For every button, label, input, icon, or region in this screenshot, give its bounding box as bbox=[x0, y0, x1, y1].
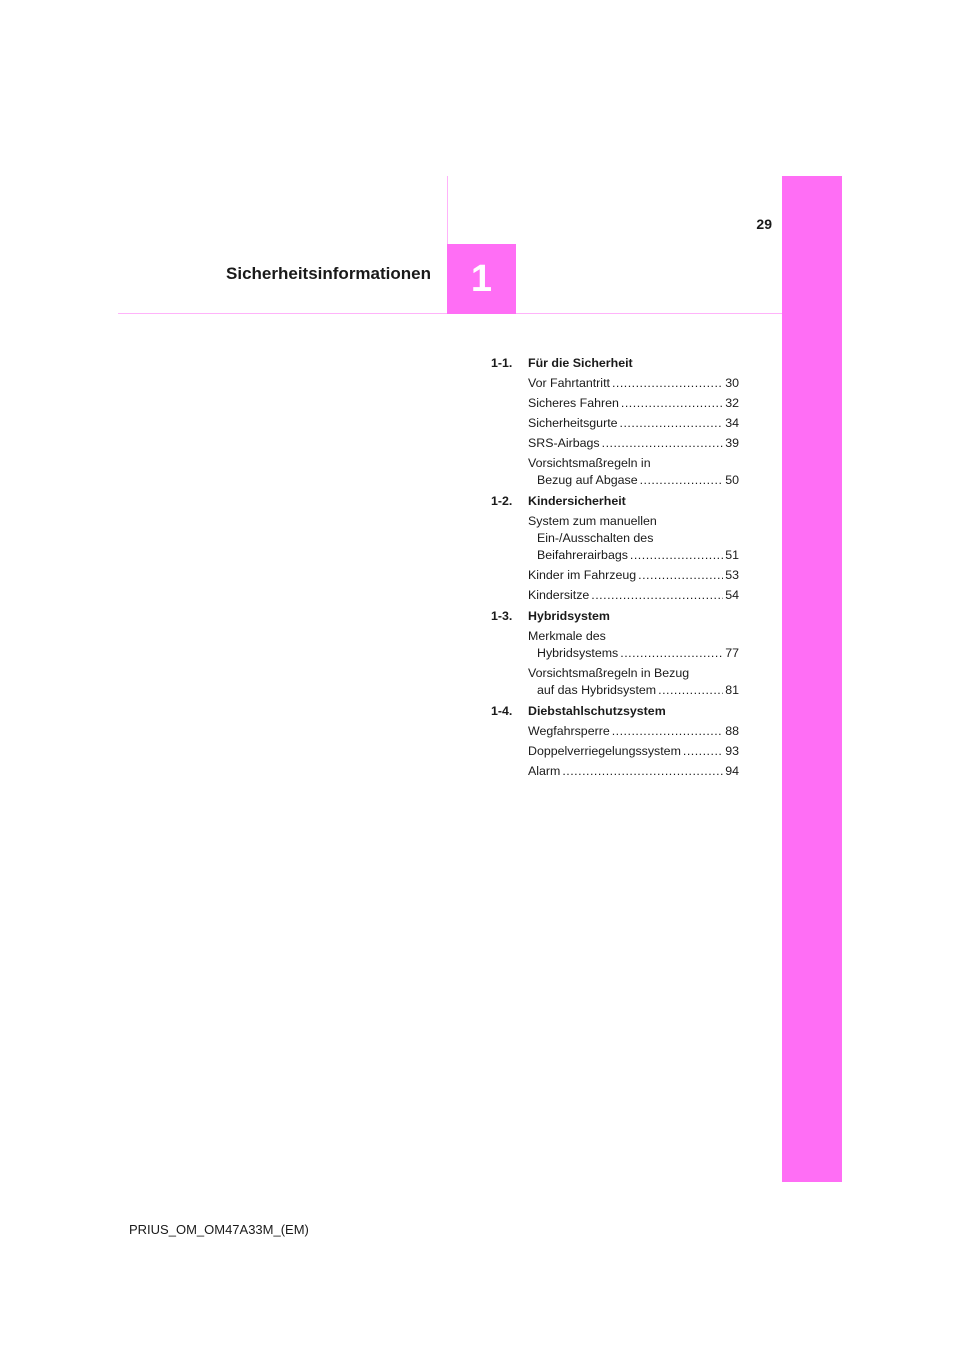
toc-entry-page: 81 bbox=[725, 683, 739, 697]
toc-entry-page: 93 bbox=[725, 744, 739, 758]
toc-section bbox=[491, 355, 739, 489]
toc-entry[interactable] bbox=[528, 763, 739, 780]
toc-entry-title: Kindersitze bbox=[528, 588, 590, 602]
chapter-title: Sicherheitsinformationen bbox=[226, 264, 431, 283]
toc-entry-page: 94 bbox=[725, 764, 739, 778]
toc-entry-page: 32 bbox=[725, 396, 739, 410]
dot-leader bbox=[621, 395, 723, 412]
toc-entry[interactable] bbox=[528, 395, 739, 412]
toc-entry-page: 54 bbox=[725, 588, 739, 602]
toc-entry[interactable] bbox=[528, 455, 739, 489]
dot-leader bbox=[620, 645, 723, 662]
toc-section bbox=[491, 608, 739, 699]
toc-entry-title: Sicheres Fahren bbox=[528, 396, 619, 410]
dot-leader bbox=[640, 472, 724, 489]
toc-entry-page: 77 bbox=[725, 646, 739, 660]
toc-section-heading[interactable] bbox=[491, 608, 739, 625]
dot-leader bbox=[630, 547, 723, 564]
toc-entry-page: 50 bbox=[725, 473, 739, 487]
toc-section-title: Diebstahlschutzsystem bbox=[528, 704, 666, 718]
toc-entry[interactable] bbox=[528, 665, 739, 699]
chapter-number: 1 bbox=[470, 257, 493, 300]
toc-entry-page: 53 bbox=[725, 568, 739, 582]
toc-entry[interactable] bbox=[528, 513, 739, 564]
toc-section-number: 1-1. bbox=[491, 356, 513, 370]
toc-section-number: 1-2. bbox=[491, 494, 513, 508]
toc-section-heading[interactable] bbox=[491, 355, 739, 372]
toc-entry-title: Bezug auf Abgase bbox=[537, 473, 638, 487]
dot-leader bbox=[658, 682, 723, 699]
toc-entry-title: Doppelverriegelungssystem bbox=[528, 744, 681, 758]
toc-entry[interactable] bbox=[528, 723, 739, 740]
toc-entry-title: Hybridsystems bbox=[537, 646, 619, 660]
header-vertical-rule bbox=[447, 176, 448, 244]
toc-section bbox=[491, 703, 739, 780]
toc-entry[interactable] bbox=[528, 628, 739, 662]
toc-section-number: 1-3. bbox=[491, 609, 513, 623]
dot-leader bbox=[612, 375, 723, 392]
chapter-number-box bbox=[447, 244, 516, 314]
toc-section bbox=[491, 493, 739, 604]
toc-entry-title: Kinder im Fahrzeug bbox=[528, 568, 637, 582]
dot-leader bbox=[591, 587, 723, 604]
toc-entry-title: auf das Hybridsystem bbox=[537, 683, 657, 697]
toc-section-heading[interactable] bbox=[491, 493, 739, 510]
toc-entry-title: System zum manuellen bbox=[528, 514, 657, 528]
table-of-contents bbox=[491, 355, 739, 784]
dot-leader bbox=[602, 435, 724, 452]
toc-entry-title: SRS-Airbags bbox=[528, 436, 600, 450]
toc-entry[interactable] bbox=[528, 415, 739, 432]
toc-entry-page: 39 bbox=[725, 436, 739, 450]
toc-entry-title: Ein-/Ausschalten des bbox=[537, 531, 654, 545]
toc-entry-title: Wegfahrsperre bbox=[528, 724, 610, 738]
dot-leader bbox=[612, 723, 723, 740]
toc-entry[interactable] bbox=[528, 375, 739, 392]
toc-entry[interactable] bbox=[528, 435, 739, 452]
toc-entry-title: Alarm bbox=[528, 764, 561, 778]
toc-entry[interactable] bbox=[528, 587, 739, 604]
toc-section-number: 1-4. bbox=[491, 704, 513, 718]
toc-entry-title: Vorsichtsmaßregeln in bbox=[528, 456, 651, 470]
toc-entry-title: Beifahrerairbags bbox=[537, 548, 628, 562]
toc-section-heading[interactable] bbox=[491, 703, 739, 720]
toc-section-title: Hybridsystem bbox=[528, 609, 610, 623]
toc-entry-title: Sicherheitsgurte bbox=[528, 416, 618, 430]
toc-entry[interactable] bbox=[528, 743, 739, 760]
dot-leader bbox=[620, 415, 724, 432]
toc-entry-page: 34 bbox=[725, 416, 739, 430]
toc-entry-title: Vorsichtsmaßregeln in Bezug bbox=[528, 666, 690, 680]
toc-entry-page: 51 bbox=[725, 548, 739, 562]
toc-entry[interactable] bbox=[528, 567, 739, 584]
toc-entry-title: Merkmale des bbox=[528, 629, 606, 643]
dot-leader bbox=[683, 743, 723, 760]
document-code: PRIUS_OM_OM47A33M_(EM) bbox=[129, 1222, 309, 1237]
chapter-side-tab bbox=[782, 176, 842, 1182]
toc-section-title: Für die Sicherheit bbox=[528, 356, 633, 370]
toc-entry-title: Vor Fahrtantritt bbox=[528, 376, 610, 390]
dot-leader bbox=[638, 567, 723, 584]
toc-entry-page: 30 bbox=[725, 376, 739, 390]
toc-entry-page: 88 bbox=[725, 724, 739, 738]
toc-section-title: Kindersicherheit bbox=[528, 494, 626, 508]
dot-leader bbox=[562, 763, 723, 780]
page-number: 29 bbox=[756, 216, 772, 232]
